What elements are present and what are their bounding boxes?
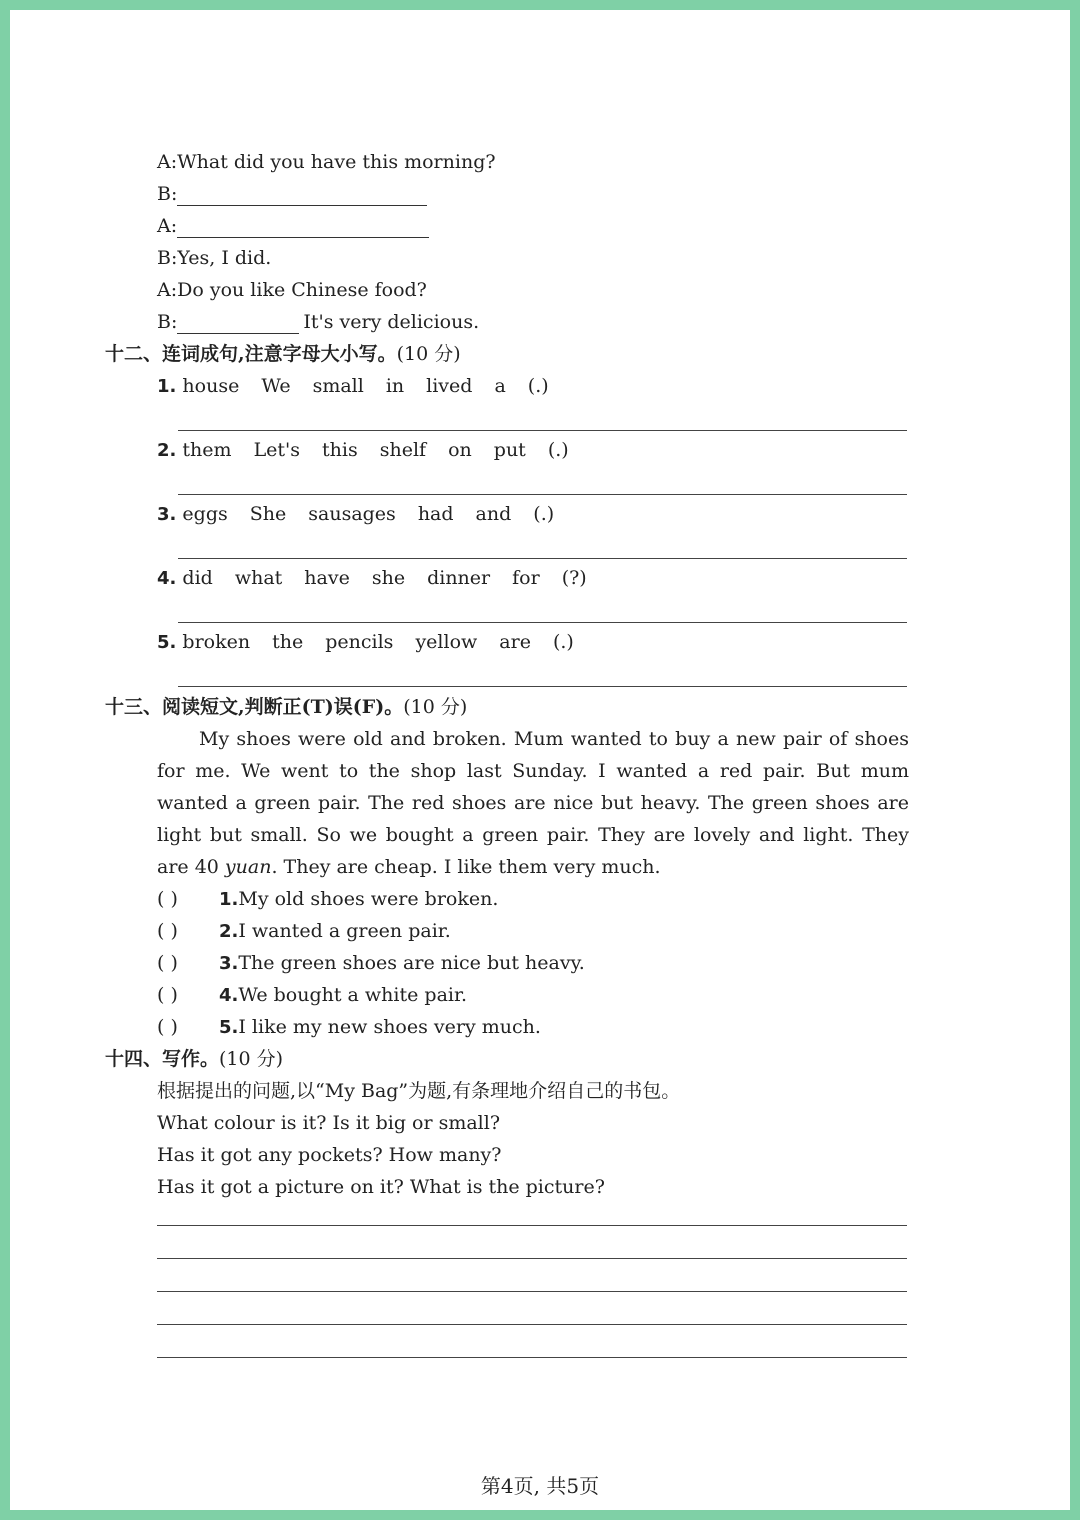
answer-line[interactable] (178, 430, 907, 431)
answer-blank[interactable] (177, 313, 299, 334)
answer-line[interactable] (178, 494, 907, 495)
writing-line[interactable] (157, 1258, 907, 1259)
answer-line[interactable] (178, 558, 907, 559)
tf-statement-4: ( ) 4.We bought a white pair. (157, 984, 468, 1006)
worksheet-page (10, 10, 1070, 1510)
section-13-heading: 十三、阅读短文,判断正(T)误(F)。(10 分) (105, 696, 468, 718)
writing-question-2: Has it got any pockets? How many? (157, 1144, 502, 1166)
page-number: 第4页, 共5页 (480, 1474, 600, 1498)
section-14-heading: 十四、写作。(10 分) (105, 1048, 284, 1070)
answer-blank[interactable] (177, 185, 427, 206)
reorder-item-5: 5. broken the pencils yellow are (.) (157, 631, 574, 653)
reorder-item-1: 1. house We small in lived a (.) (157, 375, 549, 397)
tf-statement-3: ( ) 3.The green shoes are nice but heavy. (157, 952, 585, 974)
tf-answer-box[interactable]: ( ) (157, 920, 178, 942)
writing-line[interactable] (157, 1225, 907, 1226)
tf-answer-box[interactable]: ( ) (157, 1016, 178, 1038)
writing-line[interactable] (157, 1357, 907, 1358)
writing-line[interactable] (157, 1291, 907, 1292)
tf-answer-box[interactable]: ( ) (157, 984, 178, 1006)
dialogue-line-6: B: It's very delicious. (157, 311, 480, 333)
dialogue-line-3: A: (157, 214, 429, 238)
dialogue-line-2: B: (157, 182, 427, 206)
tf-answer-box[interactable]: ( ) (157, 952, 178, 974)
tf-statement-5: ( ) 5.I like my new shoes very much. (157, 1016, 541, 1038)
answer-line[interactable] (178, 686, 907, 687)
reorder-item-4: 4. did what have she dinner for (?) (157, 567, 587, 589)
writing-instruction: 根据提出的问题,以“My Bag”为题,有条理地介绍自己的书包。 (157, 1080, 681, 1102)
reading-passage: My shoes were old and broken. Mum wanted to buy a new pair of shoes for me. We went to the shop last Sunday. I wanted a red pair. But mum wanted a green pair. The red shoes are nice but heavy. The green shoes are light but small. So we bought a green pair. They are lovely and light. They are 40 yuan. They are cheap. I like them very much. (157, 728, 909, 878)
writing-question-1: What colour is it? Is it big or small? (157, 1112, 501, 1134)
tf-statement-2: ( ) 2.I wanted a green pair. (157, 920, 451, 942)
dialogue-line-5: A:Do you like Chinese food? (157, 279, 427, 301)
reorder-item-2: 2. them Let's this shelf on put (.) (157, 439, 569, 461)
tf-answer-box[interactable]: ( ) (157, 888, 178, 910)
writing-line[interactable] (157, 1324, 907, 1325)
answer-line[interactable] (178, 622, 907, 623)
reorder-item-3: 3. eggs She sausages had and (.) (157, 503, 555, 525)
writing-question-3: Has it got a picture on it? What is the picture? (157, 1176, 605, 1198)
dialogue-line-1: A:What did you have this morning? (157, 151, 496, 173)
section-12-heading: 十二、连词成句,注意字母大小写。(10 分) (105, 343, 461, 365)
tf-statement-1: ( ) 1.My old shoes were broken. (157, 888, 499, 910)
answer-blank[interactable] (177, 217, 429, 238)
dialogue-line-4: B:Yes, I did. (157, 247, 272, 269)
